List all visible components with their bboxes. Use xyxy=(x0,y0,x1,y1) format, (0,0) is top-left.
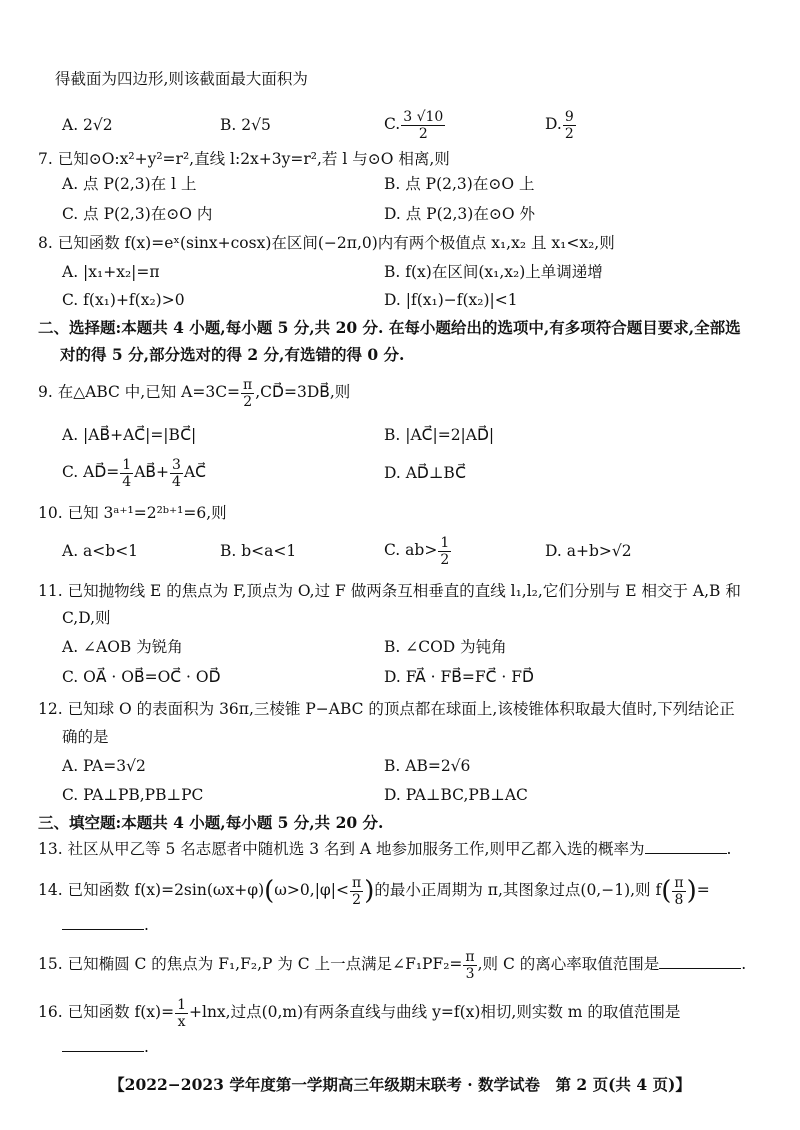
page-footer: 【2022−2023 学年度第一学期高三年级期末联考 · 数学试卷 第 2 页(共 4 页)】 xyxy=(109,1075,691,1094)
q10-option-d: D. a+b>√2 xyxy=(545,542,632,560)
q12-stem-line1: 12. 已知球 O 的表面积为 36π,三棱锥 P−ABC 的顶点都在球面上,该棱锥体积取最大值时,下列结论正 xyxy=(38,700,735,718)
q7-option-a: A. 点 P(2,3)在 l 上 xyxy=(62,175,197,193)
q10-stem: 10. 已知 3ᵃ⁺¹=2²ᵇ⁺¹=6,则 xyxy=(38,504,227,522)
q6-option-b: B. 2√5 xyxy=(220,116,271,134)
q10-option-a: A. a<b<1 xyxy=(62,542,139,560)
q11-stem-line1: 11. 已知抛物线 E 的焦点为 F,顶点为 O,过 F 做两条互相垂直的直线 l₁,l₂,它们分别与 E 相交于 A,B 和 xyxy=(38,582,741,600)
q13-answer-blank[interactable] xyxy=(645,839,727,854)
q12-stem-line2: 确的是 xyxy=(62,728,109,746)
q13-stem: 13. 社区从甲乙等 5 名志愿者中随机选 3 名到 A 地参加服务工作,则甲乙都入选的概率为 . xyxy=(38,840,732,858)
section2-heading-line1: 二、选择题:本题共 4 小题,每小题 5 分,共 20 分. 在每小题给出的选项中,有多项符合题目要求,全部选 xyxy=(38,318,741,337)
q7-option-d: D. 点 P(2,3)在⊙O 外 xyxy=(384,205,535,223)
q14-answer-blank[interactable] xyxy=(62,915,144,930)
q8-stem: 8. 已知函数 f(x)=eˣ(sinx+cosx)在区间(−2π,0)内有两个极值点 x₁,x₂ 且 x₁<x₂,则 xyxy=(38,234,615,252)
q15-answer-blank[interactable] xyxy=(659,954,741,969)
q11-option-c: C. OA⃗ · OB⃗=OC⃗ · OD⃗ xyxy=(62,668,221,686)
q8-option-c: C. f(x₁)+f(x₂)>0 xyxy=(62,291,185,309)
q6-option-a: A. 2√2 xyxy=(62,116,113,134)
q9-option-d: D. AD⃗⊥BC⃗ xyxy=(384,464,466,482)
q16-answer-line: . xyxy=(62,1036,149,1058)
q11-option-b: B. ∠COD 为钝角 xyxy=(384,638,507,656)
q11-stem-line2: C,D,则 xyxy=(62,609,111,627)
q14-answer-line: . xyxy=(62,914,149,936)
q16-stem: 16. 已知函数 f(x)= $\frac{1}{x}$ +lnx,过点(0,m)有两条直线与曲线 y=f(x)相切,则实数 m 的取值范围是 xyxy=(38,996,681,1030)
q8-option-d: D. |f(x₁)−f(x₂)|<1 xyxy=(384,291,518,309)
q9-option-b: B. |AC⃗|=2|AD⃗| xyxy=(384,426,495,444)
q10-option-c: C. ab> $\frac{1}{2}$ xyxy=(384,534,450,568)
q7-option-c: C. 点 P(2,3)在⊙O 内 xyxy=(62,205,213,223)
q9-option-a: A. |AB⃗+AC⃗|=|BC⃗| xyxy=(62,426,197,444)
q8-option-b: B. f(x)在区间(x₁,x₂)上单调递增 xyxy=(384,263,603,281)
q6-option-c: C. $\frac{3 √10}{2}$ xyxy=(384,108,444,142)
q6-option-d: D. $\frac{9}{2}$ xyxy=(545,108,574,142)
q12-option-a: A. PA=3√2 xyxy=(62,757,146,775)
q12-option-b: B. AB=2√6 xyxy=(384,757,471,775)
q12-option-c: C. PA⊥PB,PB⊥PC xyxy=(62,786,204,804)
q7-stem: 7. 已知⊙O:x²+y²=r²,直线 l:2x+3y=r²,若 l 与⊙O 相离,则 xyxy=(38,150,450,168)
q9-option-c: C. AD⃗= $\frac{1}{4}$ AB⃗+ $\frac{3}{4}$ AC⃗ xyxy=(62,456,206,490)
q10-option-b: B. b<a<1 xyxy=(220,542,297,560)
q11-option-a: A. ∠AOB 为锐角 xyxy=(62,638,183,656)
q9-stem: 9. 在△ABC 中,已知 A=3C= $\frac{\pi}{2}$ ,CD⃗=3DB⃗,则 xyxy=(38,376,351,410)
q12-option-d: D. PA⊥BC,PB⊥AC xyxy=(384,786,528,804)
q6-stem-tail: 得截面为四边形,则该截面最大面积为 xyxy=(55,70,308,88)
q16-answer-blank[interactable] xyxy=(62,1037,144,1052)
q14-stem: 14. 已知函数 f(x)=2sin(ωx+φ)(ω>0,|φ|< $\frac{\pi}{2}$ )的最小正周期为 π,其图象过点(0,−1),则 f( $\frac{\pi}{8}$ )= xyxy=(38,874,710,908)
section3-heading: 三、填空题:本题共 4 小题,每小题 5 分,共 20 分. xyxy=(38,813,384,832)
q11-option-d: D. FA⃗ · FB⃗=FC⃗ · FD⃗ xyxy=(384,668,534,686)
q7-option-b: B. 点 P(2,3)在⊙O 上 xyxy=(384,175,535,193)
section2-heading-line2: 对的得 5 分,部分选对的得 2 分,有选错的得 0 分. xyxy=(60,345,405,364)
q15-stem: 15. 已知椭圆 C 的焦点为 F₁,F₂,P 为 C 上一点满足∠F₁PF₂= $\frac{\pi}{3}$ ,则 C 的离心率取值范围是 . xyxy=(38,948,747,982)
q8-option-a: A. |x₁+x₂|=π xyxy=(62,263,160,281)
